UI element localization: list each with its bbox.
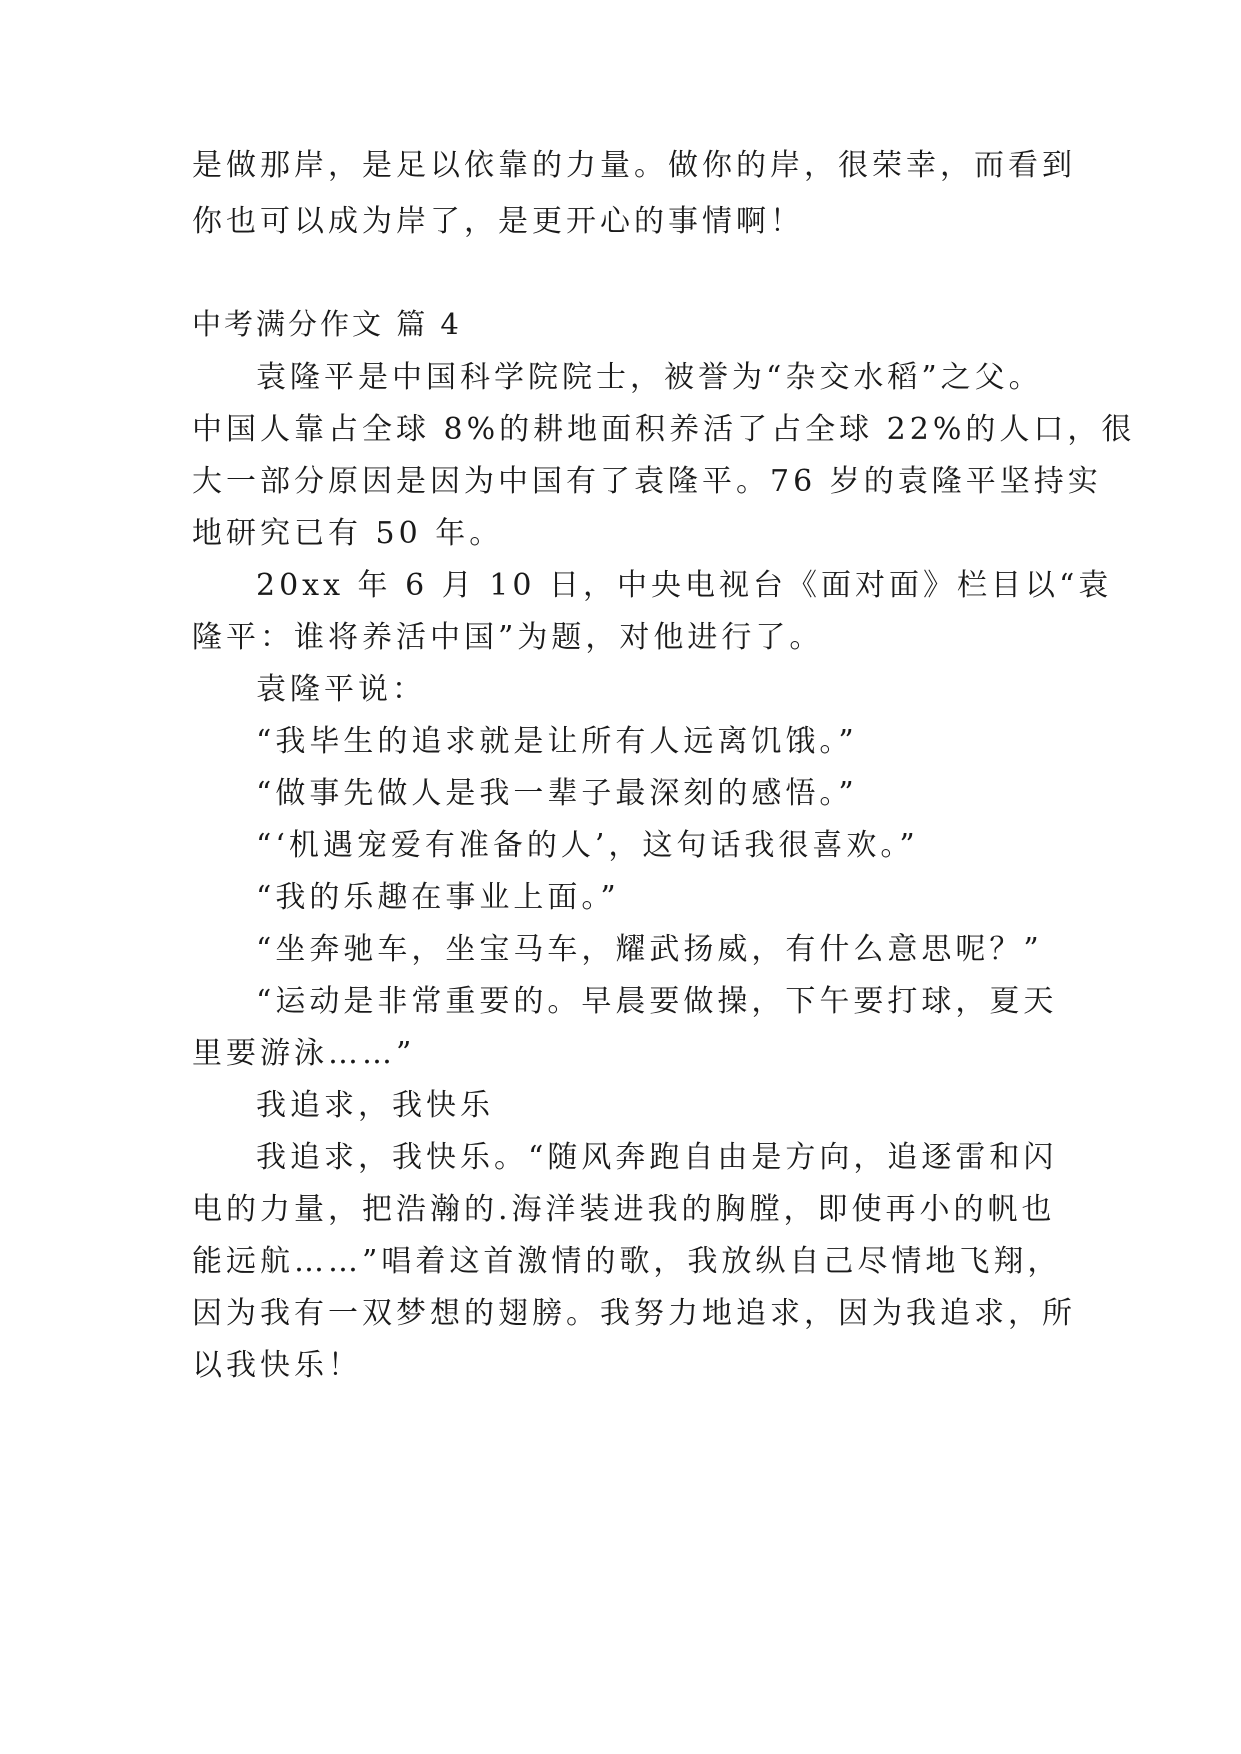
section-heading: 中考满分作文 篇 4: [192, 307, 462, 341]
quote-line: 里要游泳……”: [192, 1036, 416, 1071]
quote-line: “运动是非常重要的。早晨要做操，下午要打球，夏天: [256, 984, 1058, 1019]
quote-line: “坐奔驰车，坐宝马车，耀武扬威，有什么意思呢？”: [256, 932, 1043, 967]
quote-line: “我毕生的追求就是让所有人远离饥饿。”: [256, 724, 858, 759]
paragraph-line: 大一部分原因是因为中国有了袁隆平。76 岁的袁隆平坚持实: [192, 464, 1102, 499]
paragraph-line: 能远航……”唱着这首激情的歌，我放纵自己尽情地飞翔，: [192, 1244, 1062, 1279]
prev-essay-line: 是做那岸，是足以依靠的力量。做你的岸，很荣幸，而看到: [192, 148, 1076, 183]
paragraph-line: 以我快乐！: [192, 1348, 362, 1383]
paragraph-line: 袁隆平说：: [256, 672, 426, 707]
quote-line: “做事先做人是我一辈子最深刻的感悟。”: [256, 776, 858, 811]
paragraph-line: 电的力量，把浩瀚的.海洋装进我的胸膛，即使再小的帆也: [192, 1192, 1056, 1227]
paragraph-line: 隆平：谁将养活中国”为题，对他进行了。: [192, 620, 824, 655]
paragraph-line: 20xx 年 6 月 10 日，中央电视台《面对面》栏目以“袁: [256, 568, 1113, 603]
paragraph-line: 我追求，我快乐。“随风奔跑自由是方向，追逐雷和闪: [256, 1140, 1058, 1175]
paragraph-line: 中国人靠占全球 8%的耕地面积养活了占全球 22%的人口，很: [192, 412, 1136, 447]
subtitle: 我追求，我快乐: [256, 1088, 494, 1123]
prev-essay-line: 你也可以成为岸了，是更开心的事情啊！: [192, 204, 804, 239]
paragraph-line: 袁隆平是中国科学院院士，被誉为“杂交水稻”之父。: [256, 360, 1043, 395]
paragraph-line: 地研究已有 50 年。: [192, 516, 504, 551]
quote-line: “我的乐趣在事业上面。”: [256, 880, 620, 915]
paragraph-line: 因为我有一双梦想的翅膀。我努力地追求，因为我追求，所: [192, 1296, 1076, 1331]
quote-line: “‘机遇宠爱有准备的人’，这句话我很喜欢。”: [256, 828, 919, 863]
